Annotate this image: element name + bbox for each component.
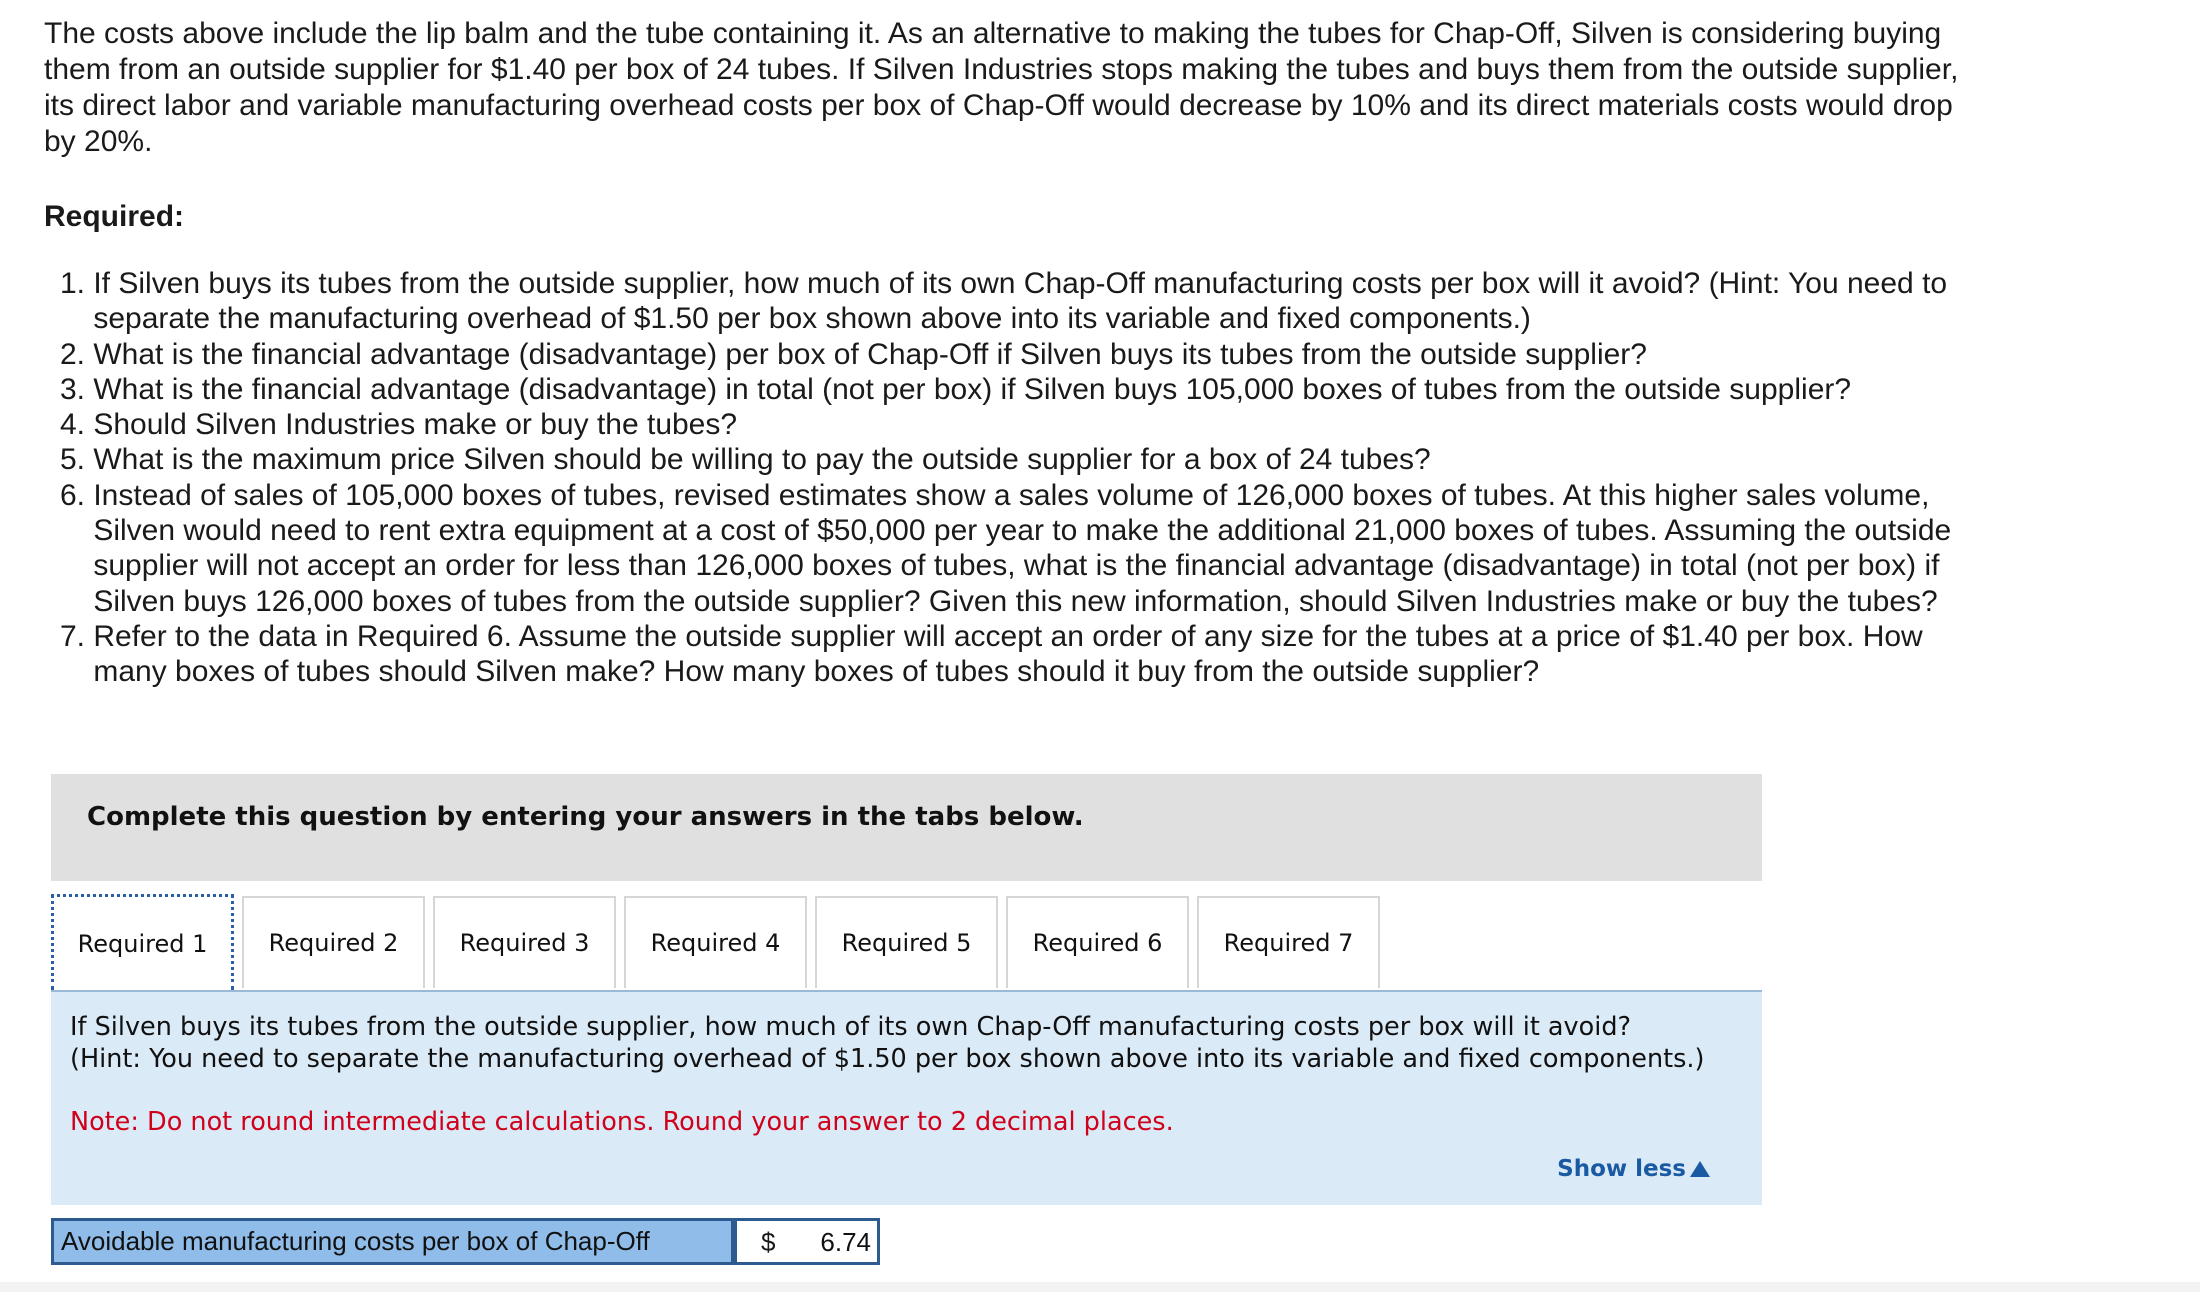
answer-label: Avoidable manufacturing costs per box of Chap-Off <box>51 1218 734 1265</box>
avoidable-cost-input[interactable] <box>793 1224 871 1260</box>
triangle-up-icon <box>1690 1161 1710 1177</box>
panel-question: If Silven buys its tubes from the outside supplier, how much of its own Chap-Off manufacturing costs per box will it avoid? (Hint: You need to separate the manufacturing overhead of $1.50 per box shown above into its variable and fixed components.) <box>70 1012 1705 1074</box>
intro-paragraph: The costs above include the lip balm and the tube containing it. As an alternative to making the tubes for Chap-Off, Silven is considering buying them from an outside supplier for $1.40 per box of 24 tubes. If Silven Industries stops making the tubes and buys them from the outside supplier, its direct labor and variable manufacturing overhead costs per box of Chap-Off would decrease by 10% and its direct materials costs would drop by 20%. <box>44 17 1959 158</box>
tab-required-5[interactable]: Required 5 <box>815 896 998 988</box>
show-less-label: Show less <box>1557 1156 1686 1182</box>
tab-required-6[interactable]: Required 6 <box>1006 896 1189 988</box>
tab-panel <box>51 992 1762 1205</box>
requirement-item: 6. Instead of sales of 105,000 boxes of tubes, revised estimates show a sales volume of 126,000 boxes of tubes. At this higher sales volume, Silven would need to rent extra equipment at a cost of $50,000 per year to make the additional 21,000 boxes of tubes. Assuming the outside supplier will not accept an order for less than 126,000 boxes of tubes, what is the financial advantage (disadvantage) in total (not per box) if Silven buys 126,000 boxes of tubes from the outside supplier? Given this new information, should Silven Industries make or buy the tubes? <box>59 478 1952 618</box>
instruction-banner <box>51 774 1762 881</box>
requirement-item: 5. What is the maximum price Silven should be willing to pay the outside supplier for a box of 24 tubes? <box>59 443 1431 477</box>
tab-required-4[interactable]: Required 4 <box>624 896 807 988</box>
currency-symbol: $ <box>761 1227 776 1257</box>
tab-required-2[interactable]: Required 2 <box>242 896 425 988</box>
tab-bar <box>51 894 1762 990</box>
tab-required-1[interactable]: Required 1 <box>51 894 234 990</box>
requirement-item: 2. What is the financial advantage (disadvantage) per box of Chap-Off if Silven buys its tubes from the outside supplier? <box>59 337 1647 371</box>
requirement-item: 4. Should Silven Industries make or buy the tubes? <box>59 408 738 442</box>
required-heading: Required: <box>44 200 185 233</box>
show-less-button[interactable] <box>1557 1156 1710 1182</box>
requirement-item: 3. What is the financial advantage (disadvantage) in total (not per box) if Silven buys 105,000 boxes of tubes from the outside supplier? <box>59 372 1852 406</box>
tab-required-7[interactable]: Required 7 <box>1197 896 1380 988</box>
answer-cell <box>734 1218 880 1265</box>
panel-note: Note: Do not round intermediate calculations. Round your answer to 2 decimal places. <box>70 1107 1174 1137</box>
tab-required-3[interactable]: Required 3 <box>433 896 616 988</box>
requirement-item: 1. If Silven buys its tubes from the outside supplier, how much of its own Chap-Off manufacturing costs per box will it avoid? (Hint: You need to separate the manufacturing overhead of $1.50 per box shown above into its variable and fixed components.) <box>59 267 1948 336</box>
bottom-strip <box>0 1282 2200 1292</box>
instruction-text: Complete this question by entering your answers in the tabs below. <box>87 802 1084 832</box>
requirements-list <box>44 266 1974 690</box>
requirement-item: 7. Refer to the data in Required 6. Assume the outside supplier will accept an order of any size for the tubes at a price of $1.40 per box. How many boxes of tubes should Silven make? How many boxes of tubes should it buy from the outside supplier? <box>59 619 1923 689</box>
